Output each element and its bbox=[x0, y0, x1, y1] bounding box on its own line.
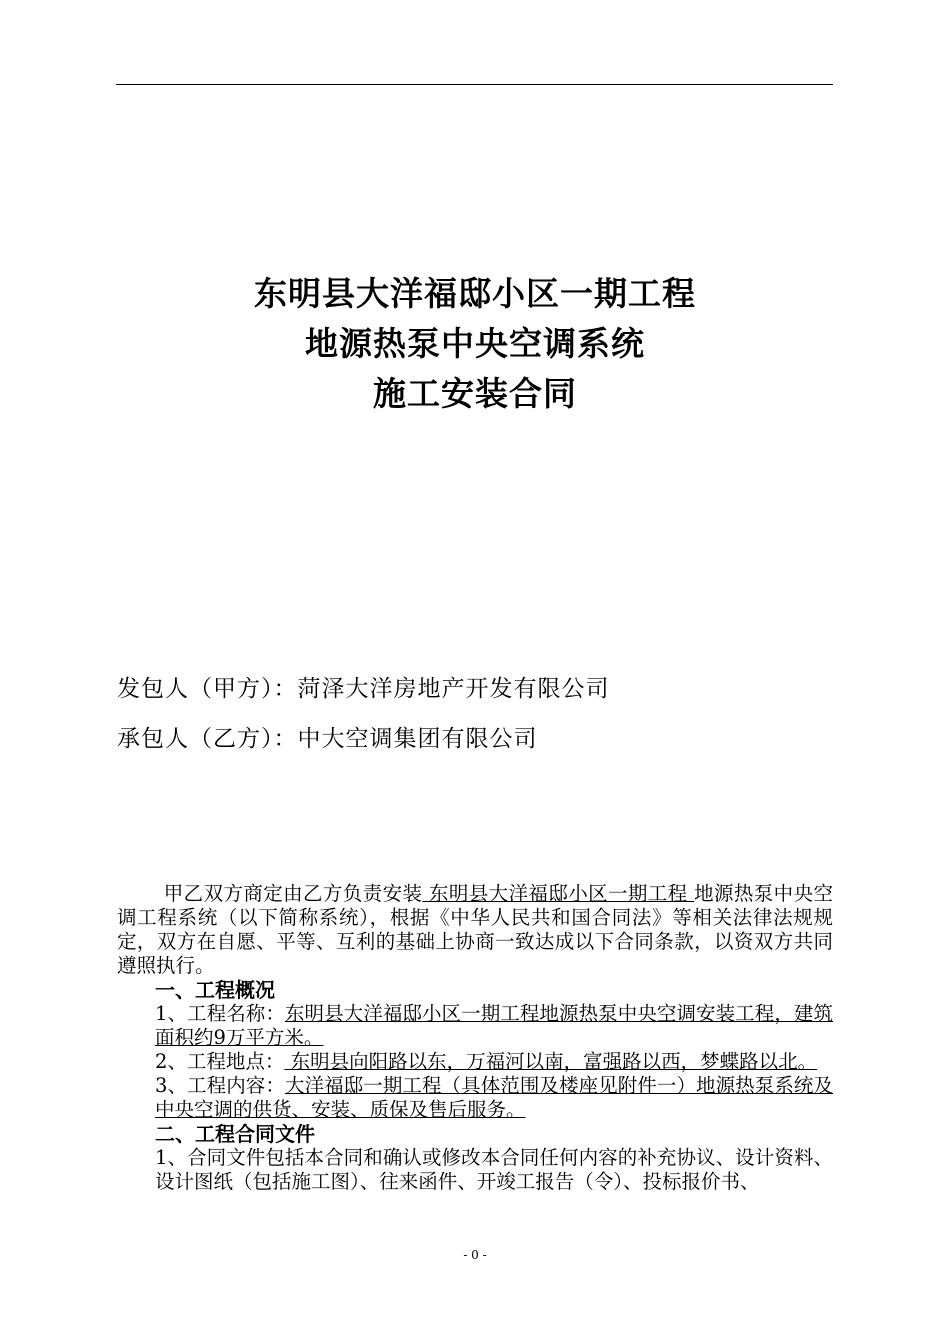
intro-paragraph bbox=[117, 882, 833, 978]
employer-label: 发包人（甲方）： bbox=[117, 676, 298, 702]
employer-name: 菏泽大洋房地产开发有限公司 bbox=[297, 676, 610, 702]
title-line-3: 施工安装合同 bbox=[373, 374, 577, 413]
intro-project-name: 东明县大洋福邸小区一期工程 bbox=[422, 882, 695, 905]
contractor-label: 承包人（乙方）： bbox=[117, 726, 298, 752]
contract-body bbox=[117, 882, 833, 1194]
section-1-item-3 bbox=[117, 1074, 833, 1122]
item-1-label: 1、工程名称： bbox=[155, 1002, 285, 1025]
header-rule bbox=[116, 84, 833, 85]
contractor-line bbox=[117, 720, 538, 753]
page-number: - 0 - bbox=[463, 1248, 487, 1262]
section-2-heading: 二、工程合同文件 bbox=[155, 1122, 315, 1146]
employer-line bbox=[117, 670, 610, 703]
contractor-name: 中大空调集团有限公司 bbox=[297, 726, 538, 752]
section-2-item-1: 1、合同文件包括本合同和确认或修改本合同任何内容的补充协议、设计资料、设计图纸（包括施工图）、往来函件、开竣工报告（令）、投标报价书、 bbox=[155, 1146, 833, 1193]
item-3-label: 3、工程内容： bbox=[155, 1074, 285, 1097]
section-1-item-1 bbox=[117, 1002, 833, 1050]
section-1-heading: 一、工程概况 bbox=[155, 978, 275, 1002]
title-line-1: 东明县大洋福邸小区一期工程 bbox=[254, 274, 696, 313]
intro-text-1: 甲乙双方商定由乙方负责安装 bbox=[163, 882, 423, 905]
item-2-label: 2、工程地点： bbox=[155, 1050, 285, 1073]
item-1-value: 东明县大洋福邸小区一期工程地源热泵中央空调安装工程，建筑面积约9万平方米。 bbox=[155, 1002, 833, 1049]
item-2-value: 东明县向阳路以东，万福河以南，富强路以西，梦蝶路以北。 bbox=[284, 1050, 818, 1073]
section-1-item-2 bbox=[117, 1050, 833, 1074]
title-line-2: 地源热泵中央空调系统 bbox=[305, 324, 645, 363]
item-3-value: 大洋福邸一期工程（具体范围及楼座见附件一）地源热泵系统及中央空调的供货、安装、质保及售后服务。 bbox=[155, 1074, 833, 1121]
intro-text-2: 地源热泵中央空调工程系统（以下简称系统），根据《中华人民共和国合同法》等相关法律法规规定，双方在自愿、平等、互利的基础上协商一致达成以下合同条款，以资双方共同遵照执行。 bbox=[117, 882, 833, 977]
